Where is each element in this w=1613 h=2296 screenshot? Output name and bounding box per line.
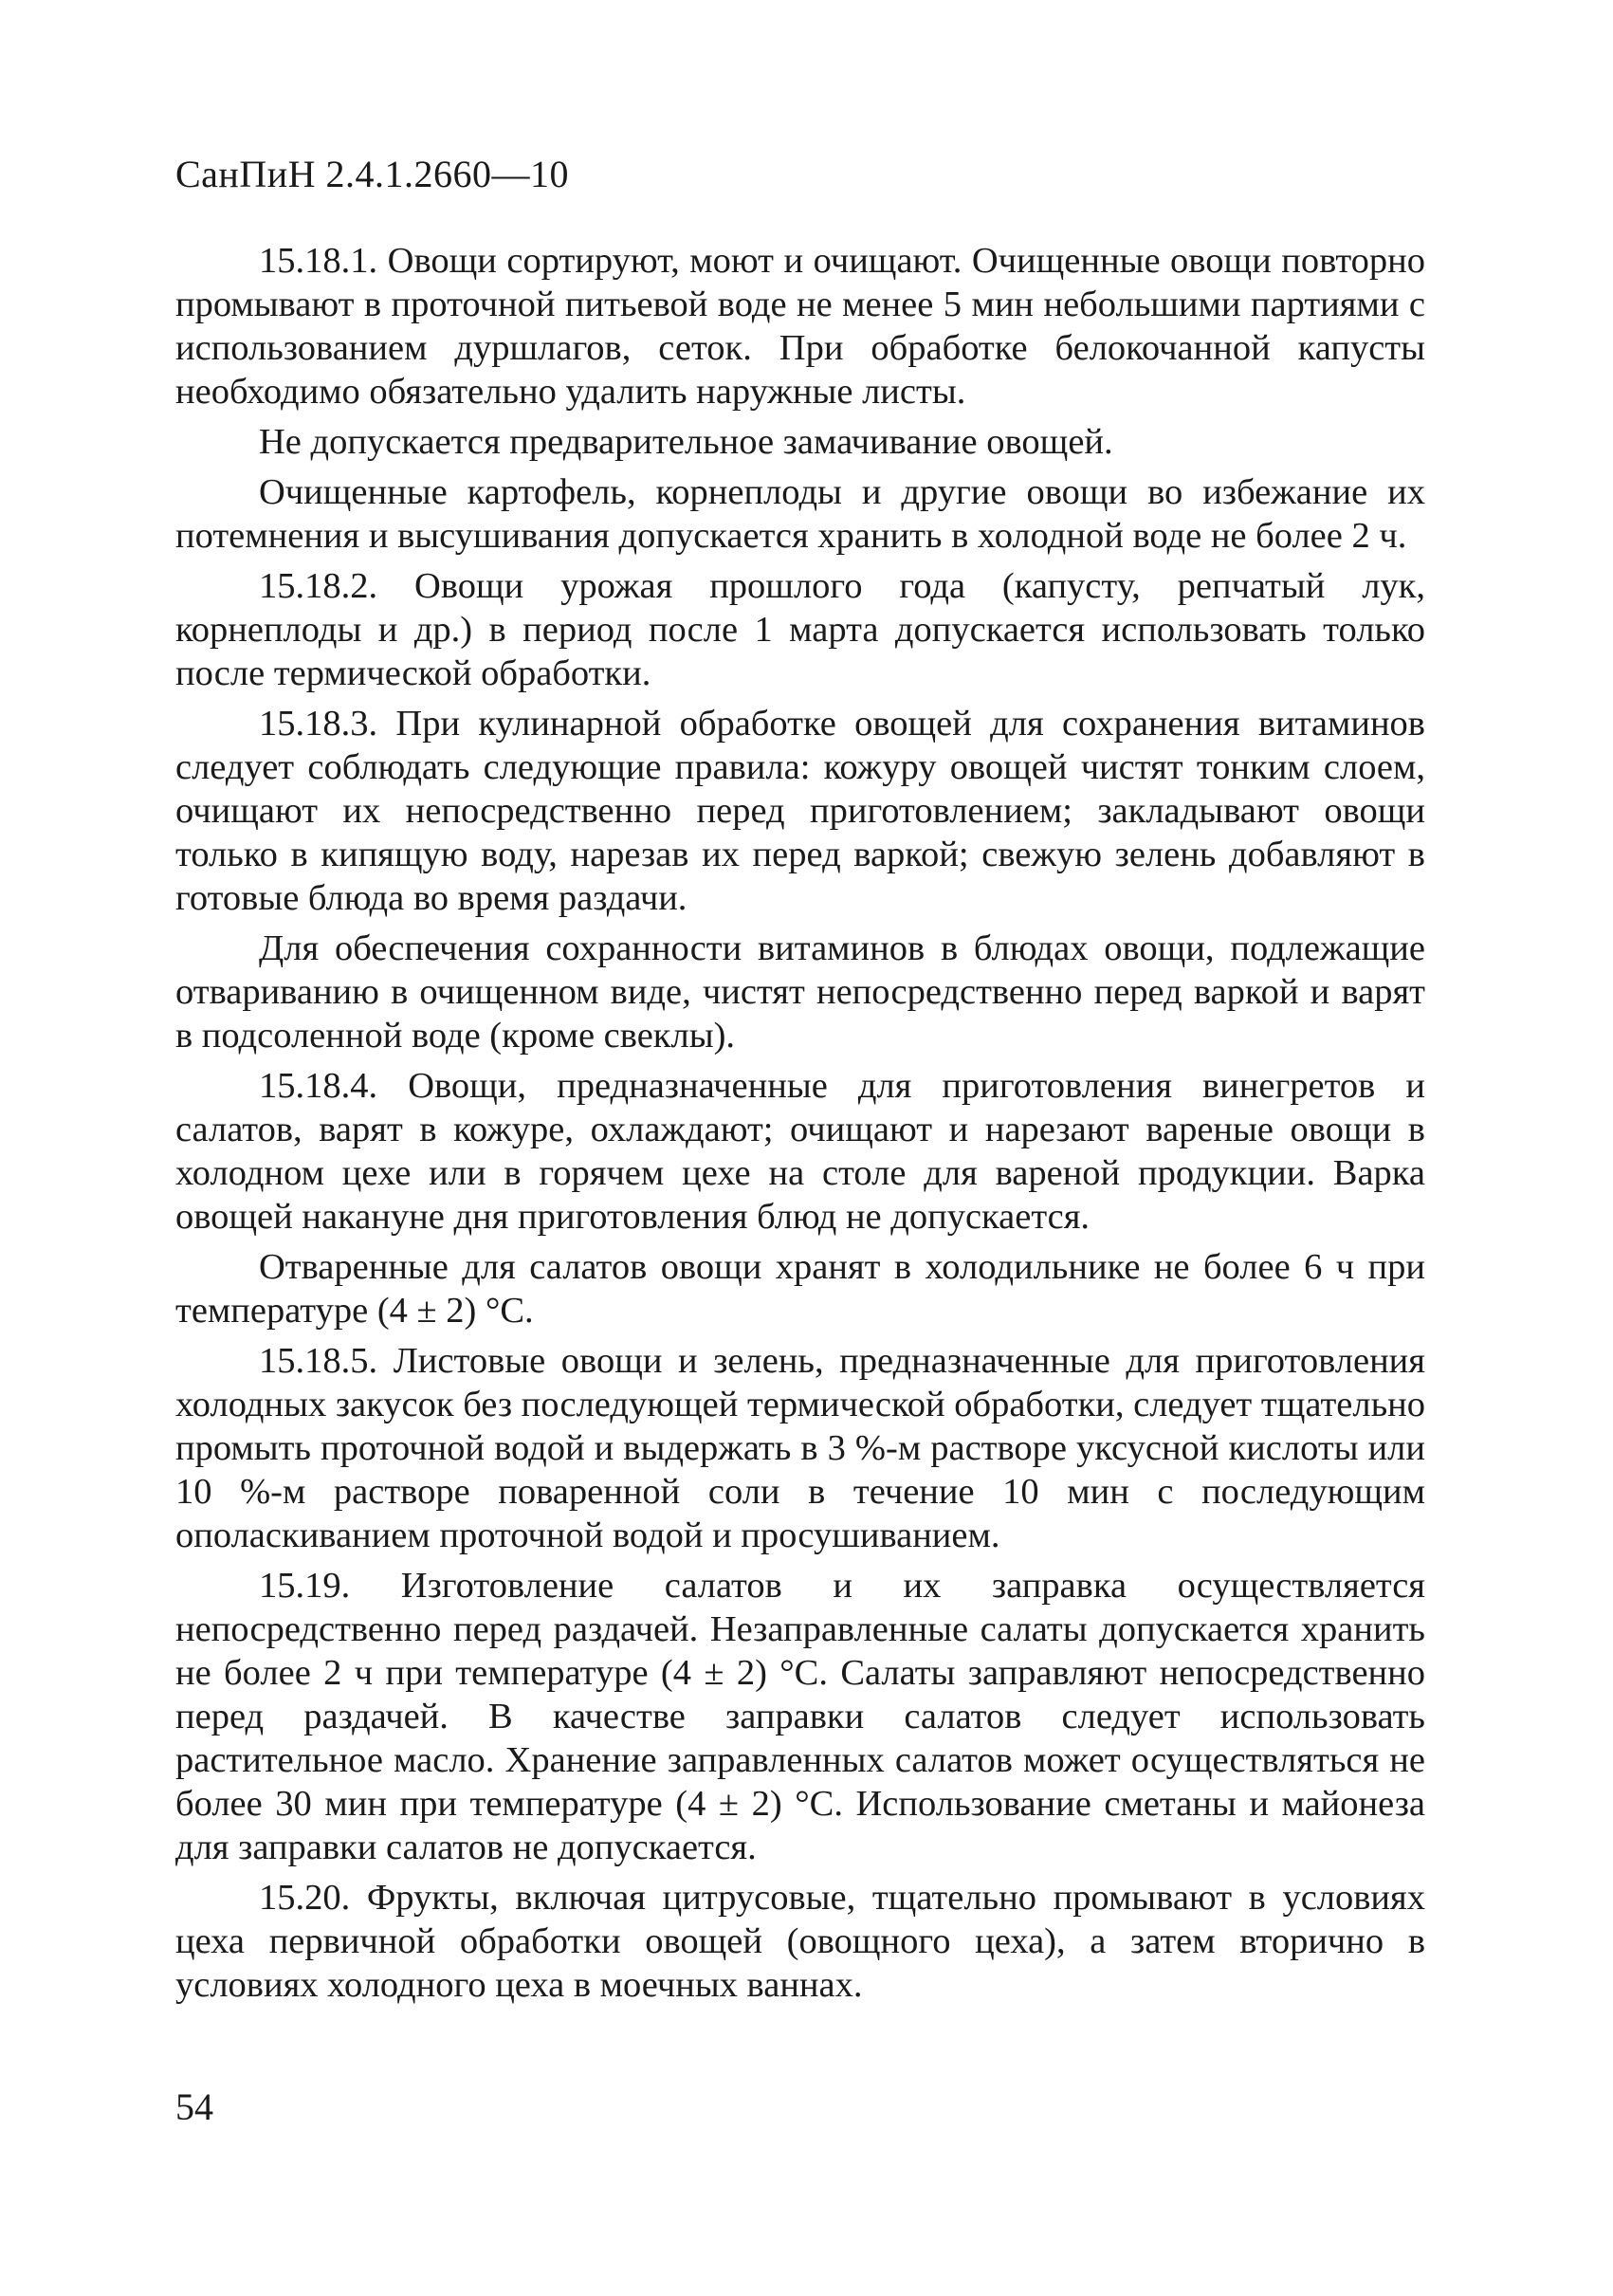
document-body bbox=[175, 239, 1425, 2013]
paragraph-15-18-1: 15.18.1. Овощи сортируют, моют и очищают. Очищенные овощи повторно промывают в проточной питьевой воде не менее 5 мин небольшими партиями с использованием дуршлагов, сеток. При обработке белокочанной капусты необходимо обязательно удалить наружные листы. bbox=[175, 241, 1425, 412]
paragraph-15-18-2: 15.18.2. Овощи урожая прошлого года (капусту, репчатый лук, корнеплоды и др.) в период после 1 марта допускается использовать только после термической обработки. bbox=[175, 566, 1425, 693]
paragraph-15-20: 15.20. Фрукты, включая цитрусовые, тщательно промывают в условиях цеха первичной обработки овощей (овощного цеха), а затем вторично в условиях холодного цеха в моечных ваннах. bbox=[175, 1878, 1425, 2005]
document-header: СанПиН 2.4.1.2660—10 bbox=[175, 153, 570, 195]
paragraph-15-18-3: 15.18.3. При кулинарной обработке овощей для сохранения витаминов следует соблюдать следующие правила: кожуру овощей чистят тонким слоем, очищают их непосредственно перед приготовлением; закладывают овощи только в кипящую воду, нарезав их перед варкой; свежую зелень добавляют в готовые блюда во время раздачи. bbox=[175, 704, 1425, 918]
paragraph-vitamins: Для обеспечения сохранности витаминов в блюдах овощи, подлежащие отвариванию в очищенном виде, чистят непосредственно перед варкой и варят в подсоленной воде (кроме свеклы). bbox=[175, 928, 1425, 1056]
paragraph-boiled-storage: Отваренные для салатов овощи хранят в холодильнике не более 6 ч при температуре (4 ± 2) °С. bbox=[175, 1247, 1425, 1331]
page-number: 54 bbox=[175, 2085, 213, 2128]
paragraph-15-18-4: 15.18.4. Овощи, предназначенные для приготовления винегретов и салатов, варят в кожуре, охлаждают; очищают и нарезают вареные овощи в холодном цехе или в горячем цехе на столе для вареной продукции. Варка овощей накануне дня приготовления блюд не допускается. bbox=[175, 1066, 1425, 1237]
paragraph-15-19: 15.19. Изготовление салатов и их заправка осуществляется непосредственно перед раздачей. Незаправленные салаты допускается хранить не более 2 ч при температуре (4 ± 2) °С. Салаты заправляют непосредственно перед раздачей. В качестве заправки салатов следует использовать растительное масло. Хранение заправленных салатов может осуществляться не более 30 мин при температуре (4 ± 2) °С. Использование сметаны и майонеза для заправки салатов не допускается. bbox=[175, 1566, 1425, 1867]
paragraph-peeled-storage: Очищенные картофель, корнеплоды и другие овощи во избежание их потемнения и высушивания допускается хранить в холодной воде не более 2 ч. bbox=[175, 472, 1425, 556]
paragraph-15-18-5: 15.18.5. Листовые овощи и зелень, предназначенные для приготовления холодных закусок без последующей термической обработки, следует тщательно промыть проточной водой и выдержать в 3 %-м растворе уксусной кислоты или 10 %-м растворе поваренной соли в течение 10 мин с последующим ополаскиванием проточной водой и просушиванием. bbox=[175, 1341, 1425, 1555]
paragraph-no-soaking: Не допускается предварительное замачивание овощей. bbox=[259, 422, 1113, 462]
